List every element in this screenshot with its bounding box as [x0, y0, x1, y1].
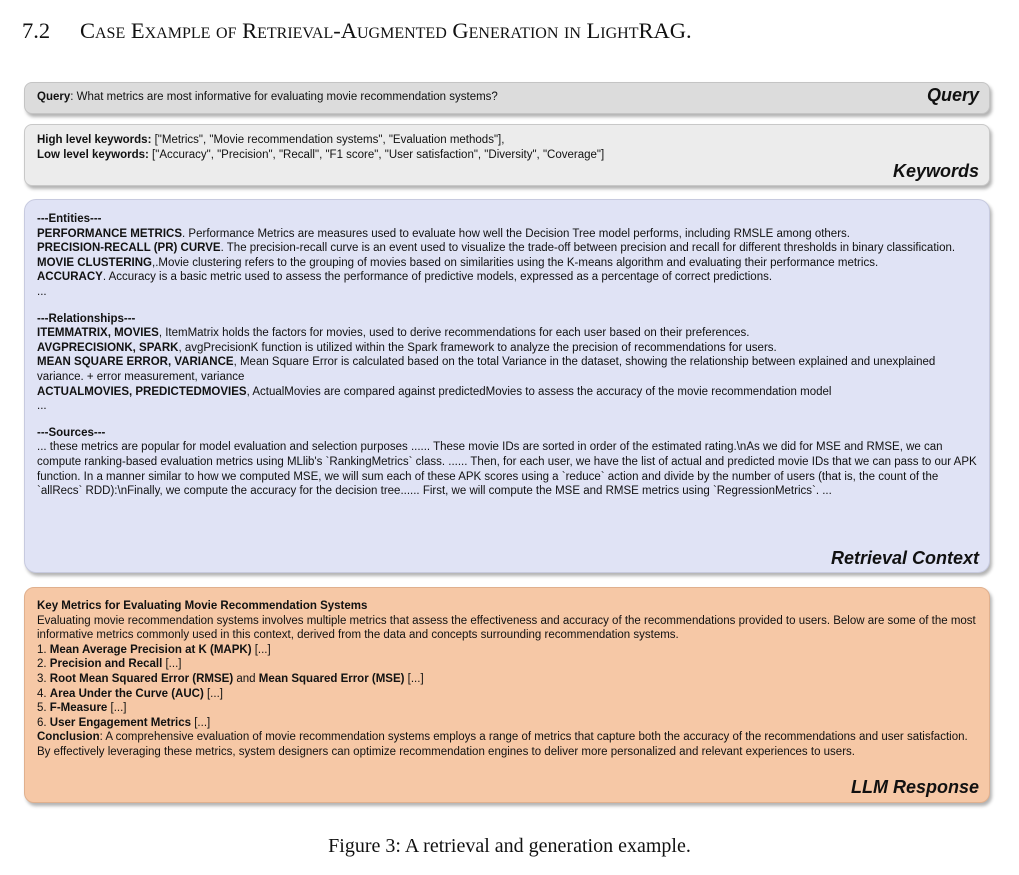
response-conclusion	[37, 730, 977, 759]
high-level-label: High level keywords:	[37, 134, 152, 146]
low-level-keywords	[37, 148, 977, 163]
entities-header: ---Entities---	[37, 213, 102, 225]
response-title: Key Metrics for Evaluating Movie Recommendation Systems	[37, 600, 368, 612]
metric-item: 2. Precision and Recall [...]	[37, 658, 182, 671]
figure-caption: Figure 3: A retrieval and generation example.	[328, 835, 691, 857]
metric-item: 6. User Engagement Metrics [...]	[37, 716, 211, 729]
entity-name: MOVIE CLUSTERING	[37, 256, 153, 269]
relationship-text: , Mean Square Error is calculated based on the total Variance in the dataset, showing the relationship between explained and unexplained variance. + error measurement, variance	[37, 356, 936, 383]
entity-text: . Performance Metrics are measures used to evaluate how well the Decision Tree model performs, including RMSLE among others.	[182, 227, 850, 240]
entity-text: ,.Movie clustering refers to the grouping of movies based on similarities using the K-means algorithm and evaluating their performance metrics.	[152, 256, 879, 269]
retrieval-context-box	[24, 199, 990, 573]
response-intro: Evaluating movie recommendation systems involves multiple metrics that assess the effectiveness and accuracy of the recommendations provided to users. Below are some of the most informative metrics commonly used in this context, derived from the data and concepts surrounding recommendation systems.	[37, 614, 976, 642]
relationship-item	[37, 385, 977, 400]
entity-item	[37, 241, 977, 256]
metric-item: 1. Mean Average Precision at K (MAPK) [...]	[37, 643, 271, 656]
relationships-ellipsis: ...	[37, 400, 47, 413]
keywords-box	[24, 124, 990, 186]
query-label: Query	[37, 91, 71, 103]
section-number: 7.2	[22, 18, 51, 43]
relationship-text: , ActualMovies are compared against predictedMovies to assess the accuracy of the movie recommendation model	[246, 385, 832, 398]
relationships-header: ---Relationships---	[37, 312, 136, 325]
sources-text: ... these metrics are popular for model evaluation and selection purposes ...... These movie IDs are sorted in order of the estimated rating.\nAs we did for MSE and RMSE, we can compute ranking-based evaluation metrics using MLlib's `RankingMetrics` class. ...... Then, for each user, we have the list of actual and predicted movie IDs that we can pass to our APK function. In a manner similar to how we computed MSE, we will sum each of these APK scores using a `reduce` action and divide by the number of users (that is, the count of the `allRecs` RDD):\nFinally, we compute the accuracy for the decision tree...... First, we will compute the MSE and RMSE metrics using `RegressionMetrics`. ...	[37, 441, 977, 498]
entity-item	[37, 227, 977, 242]
entity-name: PERFORMANCE METRICS	[37, 227, 183, 240]
section-heading	[22, 18, 692, 44]
relationship-text: , avgPrecisionK function is utilized within the Spark framework to analyze the precision of recommendations for users.	[178, 341, 777, 354]
relationship-item	[37, 326, 977, 341]
entities-ellipsis: ...	[37, 285, 47, 298]
relationship-name: ACTUALMOVIES, PREDICTEDMOVIES	[37, 385, 247, 398]
relationship-text: , ItemMatrix holds the factors for movies, used to derive recommendations for each user based on their preferences.	[158, 327, 750, 340]
entity-text: . Accuracy is a basic metric used to assess the performance of predictive models, expressed as a percentage of correct predictions.	[102, 271, 773, 284]
retrieval-context-tag: Retrieval Context	[830, 548, 979, 569]
conclusion-text: : A comprehensive evaluation of movie recommendation systems employs a range of metrics that capture both the accuracy of the recommendations and user satisfaction. By effectively leveraging these metrics, system designers can optimize recommendation engines to deliver more personalized and relevant experiences to users.	[37, 731, 968, 758]
relationship-item	[37, 341, 977, 356]
query-text: : What metrics are most informative for evaluating movie recommendation systems?	[70, 91, 498, 103]
query-tag: Query	[926, 85, 979, 105]
relationship-name: MEAN SQUARE ERROR, VARIANCE	[37, 356, 234, 369]
section-title: Case Example of Retrieval-Augmented Generation in LightRAG.	[80, 18, 692, 43]
keywords-tag: Keywords	[892, 161, 979, 182]
relationship-name: ITEMMATRIX, MOVIES	[37, 327, 159, 340]
conclusion-label: Conclusion	[37, 731, 100, 744]
query-box	[24, 82, 990, 114]
entity-item	[37, 256, 977, 271]
entity-item	[37, 270, 977, 285]
metric-item: 3. Root Mean Squared Error (RMSE) and Mean Squared Error (MSE) [...]	[37, 672, 424, 685]
relationship-name: AVGPRECISIONK, SPARK	[37, 341, 179, 354]
high-level-value: ["Metrics", "Movie recommendation systems", "Evaluation methods"],	[151, 134, 505, 146]
relationship-item	[37, 355, 977, 384]
low-level-label: Low level keywords:	[37, 148, 149, 161]
metric-item: 4. Area Under the Curve (AUC) [...]	[37, 687, 223, 700]
query-line	[37, 85, 979, 105]
llm-response-tag: LLM Response	[850, 777, 979, 798]
llm-response-box	[24, 587, 990, 803]
entity-text: . The precision-recall curve is an event used to visualize the trade-off between precision and recall for different thresholds in binary classification.	[220, 242, 956, 255]
high-level-keywords	[37, 133, 977, 148]
sources-header: ---Sources---	[37, 426, 106, 439]
entity-name: ACCURACY	[37, 271, 103, 284]
metric-item: 5. F-Measure [...]	[37, 702, 127, 715]
entity-name: PRECISION-RECALL (PR) CURVE	[37, 242, 221, 255]
low-level-value: ["Accuracy", "Precision", "Recall", "F1 score", "User satisfaction", "Diversity", "Coverage"]	[148, 148, 605, 161]
